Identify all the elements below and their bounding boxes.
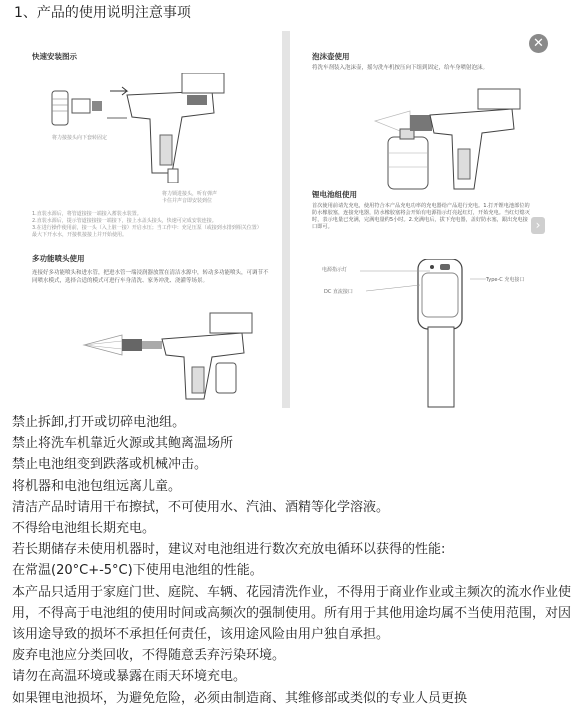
note-line: 废弃电池应分类回收，不得随意丢弃污染环境。: [12, 648, 286, 664]
step-line: 最大下开水水，开接机接接上并开始使用。: [32, 232, 128, 238]
manual-page-left: [12, 31, 282, 408]
note-line: 禁止拆卸,打开或切碎电池组。: [12, 415, 186, 430]
foam-diagram: [330, 79, 530, 191]
label-leader-lines: [360, 269, 490, 295]
multi-nozzle-title: 多功能喷头使用: [32, 254, 85, 263]
note-line: 请勿在高温环境或暴露在雨天环境充电。: [12, 669, 247, 685]
manual-page-right: [290, 31, 565, 408]
manual-image-viewer[interactable]: [12, 31, 565, 408]
precaution-notes: [12, 412, 572, 709]
caption-battery-1: 将力锁进接头，听有弹声: [162, 191, 218, 197]
label-dc-port: DC 直流接口: [324, 289, 353, 295]
note-line: 如果锂电池损坏，为避免危险，必须由制造商、其维修部或类似的专业人员更换: [12, 690, 468, 706]
note-line: 禁止电池组变到跌落或机械冲击。: [12, 457, 208, 473]
chevron-right-icon[interactable]: ›: [531, 217, 545, 234]
install-diagram: [32, 73, 272, 183]
note-line: 在常温(20°C+-5°C)下使用电池组的性能。: [12, 563, 263, 579]
note-line: 将机器和电池包组远离儿童。: [12, 478, 182, 494]
foam-pot-title: 泡沫壶使用: [312, 52, 350, 61]
section-heading: 1、产品的使用说明注意事项: [14, 5, 191, 21]
caption-battery-2: 卡住并声音即安装到位: [162, 198, 213, 204]
step-line: 2.直装水源后，提示管道接接接一端接下，接上水盖头接头，快速可完成安装连接。: [32, 218, 217, 224]
foam-pot-text: 将洗车剂装入泡沫壶，摇匀洗车机按压向下组到固定，给车身喷射泡沫。: [312, 65, 489, 71]
label-power-indicator: 电源指示灯: [322, 267, 348, 273]
note-line: 本产品只适用于家庭门世、庭院、车辆、花园清洗作业，不得用于商业作业或主频次的流水作业使用，不得高于电池组的使用时间或高频次的强制使用。所有用于其他用途均属不当使用范围，对因该用途导致的损坏不承担任何责任，该用途风险由用户独自承担。: [12, 584, 572, 643]
quick-install-title: 快速安装图示: [32, 52, 77, 61]
battery-text: 首次使用前请先充电，使用符合本产品充电功率的充电器给产品进行充电。1.打开锂电池部位的防水橡胶塞，连接充电器，防水橡胶塞将会开始有电源指示灯亮起红灯，开始充电。当红灯熄灭时，表示电量已充满，完满电量约5小时。2.充满电后，拔下充电器，盖好防水塞，跟出充电接口即可。: [312, 203, 530, 230]
label-typec-port: Type-C 充电接口: [486, 277, 525, 283]
battery-title: 锂电池组使用: [312, 190, 357, 199]
note-line: 不得给电池组长期充电。: [12, 521, 156, 537]
multi-nozzle-text: 连接好多功能喷头和进水管，把进水管一端浸润器放置在清洁水源中，转动多功能喷头，可调节不同喷水模式，选择合适的模式可进行车身清洗、家务冲洗、浇灌等场景。: [32, 270, 269, 284]
note-line: 清洁产品时请用干布擦拭，不可使用水、汽油、酒精等化学溶液。: [12, 499, 390, 515]
step-line: 1.直装水源后，将管道接接一端接入蓄装水装置。: [32, 211, 142, 217]
step-line: 3.在进行操作使用前，接一头（入上脏一接）开启水压；当工作中：充足压泵（或接到水排到相关位置）: [32, 225, 262, 231]
close-icon[interactable]: ✕: [529, 34, 548, 53]
caption-nozzle: 将力接接头向下套转固定: [52, 135, 108, 141]
note-line: 若长期储存未使用机器时，建议对电池组进行数次充放电循环以获得的性能:: [12, 542, 446, 558]
install-steps: [32, 211, 272, 239]
spray-diagram: [82, 307, 272, 402]
note-line: 禁止将洗车机靠近火源或其鲍离温场所: [12, 436, 234, 452]
